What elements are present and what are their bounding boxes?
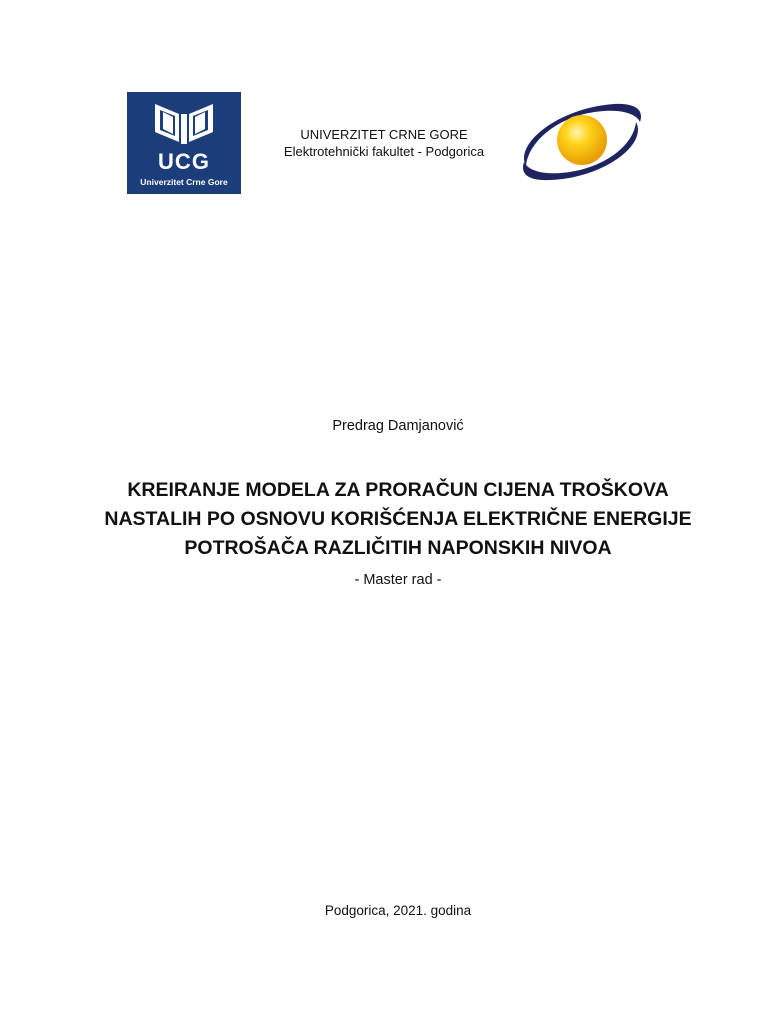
ucg-caption: Univerzitet Crne Gore [140,177,228,187]
title-line: KREIRANJE MODELA ZA PRORAČUN CIJENA TROŠKOVA [127,479,669,501]
ucg-logo [127,92,241,194]
etf-logo [518,100,644,184]
ucg-acronym: UCG [158,149,210,174]
university-header [250,126,518,160]
university-name: UNIVERZITET CRNE GORE [300,127,468,142]
title-line: POTROŠAČA RAZLIČITIH NAPONSKIH NIVOA [184,537,612,559]
place-and-year: Podgorica, 2021. godina [324,903,472,918]
faculty-name: Elektrotehnički fakultet - Podgorica [283,144,485,159]
thesis-type: - Master rad - [354,572,442,588]
thesis-title [84,476,712,563]
etf-sphere-orbit-icon [518,100,644,184]
title-line: NASTALIH PO OSNOVU KORIŠĆENJA ELEKTRIČNE ENERGIJE [104,508,692,530]
author-name: Predrag Damjanović [332,418,464,434]
